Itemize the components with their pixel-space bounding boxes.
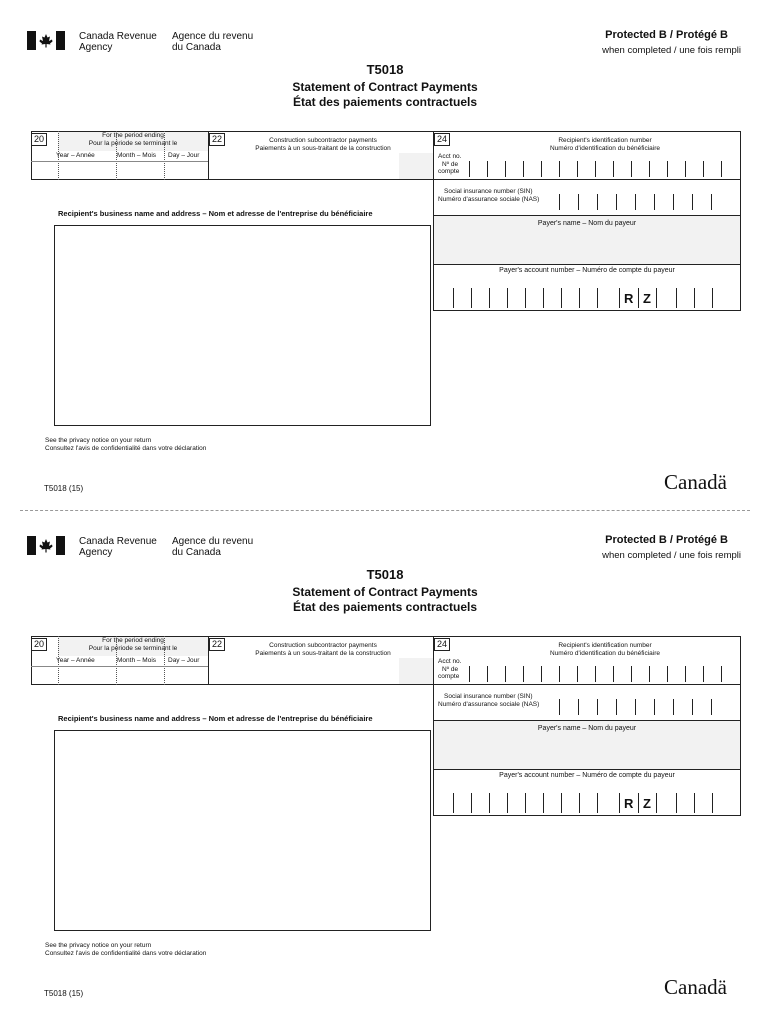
construction-en: Construction subcontractor payments <box>269 137 377 144</box>
divider <box>692 194 693 210</box>
canada-wordmark: Canadä <box>664 470 727 494</box>
divider <box>523 161 524 177</box>
divider <box>676 793 677 813</box>
divider <box>597 699 598 715</box>
box-24-tag: 24 <box>434 133 450 146</box>
divider <box>635 194 636 210</box>
divider <box>116 636 117 685</box>
divider <box>685 161 686 177</box>
payer-name-label: Payer's name – Nom du payeur <box>537 220 637 227</box>
privacy-fr: Consultez l'avis de confidentialité dans votre déclaration <box>45 444 207 452</box>
form-code: T5018 <box>366 62 404 77</box>
divider <box>487 161 488 177</box>
divider <box>692 699 693 715</box>
construction-cents-shade <box>399 153 433 179</box>
divider <box>656 288 657 308</box>
divider <box>507 288 508 308</box>
divider <box>654 699 655 715</box>
acct-no-input[interactable] <box>470 160 738 178</box>
agency-name-en <box>79 536 157 558</box>
divider <box>525 793 526 813</box>
divider <box>638 288 639 308</box>
period-label <box>58 132 208 147</box>
acct-line1: Acct no. <box>438 153 462 160</box>
divider <box>469 666 470 682</box>
payer-account-input[interactable] <box>436 286 738 308</box>
year-input[interactable] <box>56 670 106 684</box>
divider <box>507 793 508 813</box>
box-20-tag: 20 <box>31 133 47 146</box>
divider <box>667 161 668 177</box>
construction-amount-input[interactable] <box>220 156 396 178</box>
divider <box>638 793 639 813</box>
recipient-id-en: Recipient's identification number <box>558 642 652 649</box>
divider <box>711 699 712 715</box>
divider <box>31 161 208 162</box>
privacy-en: See the privacy notice on your return <box>45 942 152 949</box>
rz-letter-r: R <box>624 291 634 306</box>
divider <box>595 666 596 682</box>
recipient-name-label: Recipient's business name and address – Nom et adresse de l'entreprise du bénéficiaire <box>58 714 373 723</box>
divider <box>561 793 562 813</box>
divider <box>489 793 490 813</box>
divider <box>164 636 165 685</box>
divider <box>579 793 580 813</box>
day-input[interactable] <box>166 670 206 684</box>
agency-fr-line1: Agence du revenu <box>172 536 254 547</box>
agency-en-line2: Agency <box>79 42 113 53</box>
month-input[interactable] <box>118 670 162 684</box>
divider <box>559 666 560 682</box>
divider <box>559 699 560 715</box>
slip-top <box>0 0 770 505</box>
divider <box>667 666 668 682</box>
divider <box>711 194 712 210</box>
divider <box>578 194 579 210</box>
slip-bottom <box>0 505 770 1010</box>
privacy-notice <box>45 942 206 957</box>
divider <box>685 666 686 682</box>
divider <box>703 666 704 682</box>
divider <box>471 288 472 308</box>
divider <box>577 666 578 682</box>
divider <box>543 288 544 308</box>
sin-fr: Numéro d'assurance sociale (NAS) <box>438 195 540 203</box>
divider <box>487 666 488 682</box>
sin-label <box>438 188 539 203</box>
day-input[interactable] <box>166 165 206 179</box>
sin-label <box>438 693 539 708</box>
payer-account-label: Payer's account number – Numéro de compte du payeur <box>499 772 675 779</box>
divider <box>541 666 542 682</box>
agency-en-line2: Agency <box>79 547 113 558</box>
divider <box>577 161 578 177</box>
acct-line1: Acct no. <box>438 658 462 665</box>
divider <box>579 288 580 308</box>
year-label: Year – Année <box>56 657 95 664</box>
payer-account-label: Payer's account number – Numéro de compte du payeur <box>499 267 675 274</box>
box-24-tag: 24 <box>434 638 450 651</box>
sin-en: Social insurance number (SIN) <box>444 188 533 195</box>
period-en: For the period ending <box>102 132 164 139</box>
form-title-en: Statement of Contract Payments <box>292 80 478 94</box>
divider <box>469 161 470 177</box>
divider <box>578 699 579 715</box>
divider <box>616 194 617 210</box>
protected-label: Protected B / Protégé B <box>605 29 728 41</box>
month-label: Month – Mois <box>117 152 157 159</box>
acct-no-label <box>438 153 468 176</box>
agency-name-fr <box>172 31 253 53</box>
period-fr: Pour la période se terminant le <box>88 644 178 652</box>
recipient-id-fr: Numéro d'identification du bénéficiaire <box>550 144 660 152</box>
construction-fr: Paiements à un sous-traitant de la construction <box>255 649 391 657</box>
form-title-block <box>230 62 540 110</box>
divider <box>525 288 526 308</box>
agency-fr-line1: Agence du revenu <box>172 31 254 42</box>
divider <box>694 288 695 308</box>
divider <box>559 161 560 177</box>
divider <box>541 161 542 177</box>
sin-fr: Numéro d'assurance sociale (NAS) <box>438 700 540 708</box>
divider <box>164 131 165 180</box>
box-22-tag: 22 <box>209 133 225 146</box>
agency-fr-line2: du Canada <box>172 42 221 53</box>
divider <box>673 194 674 210</box>
canada-wordmark: Canadä <box>664 975 727 999</box>
box-22-tag: 22 <box>209 638 225 651</box>
recipient-id-label <box>470 137 740 152</box>
divider <box>649 161 650 177</box>
year-input[interactable] <box>56 165 106 179</box>
divider <box>505 161 506 177</box>
day-label: Day – Jour <box>168 152 200 159</box>
construction-fr: Paiements à un sous-traitant de la construction <box>255 144 391 152</box>
construction-cents-shade <box>399 658 433 684</box>
divider <box>561 288 562 308</box>
when-completed-label: when completed / une fois rempli <box>602 45 741 56</box>
agency-name-en <box>79 31 157 53</box>
payer-name-label: Payer's name – Nom du payeur <box>537 725 637 732</box>
acct-no-label <box>438 658 468 681</box>
period-en: For the period ending <box>102 637 164 644</box>
recipient-name-address-input[interactable] <box>54 730 431 931</box>
privacy-en: See the privacy notice on your return <box>45 437 152 444</box>
year-label: Year – Année <box>56 152 95 159</box>
recipient-name-label: Recipient's business name and address – Nom et adresse de l'entreprise du bénéficiaire <box>58 209 373 218</box>
agency-fr-line2: du Canada <box>172 547 221 558</box>
divider <box>635 699 636 715</box>
acct-line3: compte <box>438 673 460 680</box>
recipient-name-address-input[interactable] <box>54 225 431 426</box>
privacy-notice <box>45 437 206 452</box>
agency-en-line1: Canada Revenue <box>79 31 157 42</box>
form-title-block <box>230 567 540 615</box>
canada-flag-icon <box>27 536 65 555</box>
divider <box>619 288 620 308</box>
agency-name-fr <box>172 536 253 558</box>
when-completed-label: when completed / une fois rempli <box>602 550 741 561</box>
period-fr: Pour la période se terminant le <box>88 139 178 147</box>
divider <box>613 161 614 177</box>
divider <box>631 161 632 177</box>
divider <box>31 666 208 667</box>
acct-line2: Nº de <box>442 160 459 168</box>
divider <box>116 131 117 180</box>
divider <box>721 161 722 177</box>
divider <box>453 288 454 308</box>
month-input[interactable] <box>118 165 162 179</box>
divider <box>489 288 490 308</box>
canada-flag-icon <box>27 31 65 50</box>
recipient-id-label <box>470 642 740 657</box>
box-20-tag: 20 <box>31 638 47 651</box>
construction-label <box>228 137 418 152</box>
divider <box>616 699 617 715</box>
construction-amount-input[interactable] <box>220 661 396 683</box>
divider <box>721 666 722 682</box>
form-id: T5018 (15) <box>44 484 84 493</box>
payer-account-input[interactable] <box>436 791 738 813</box>
divider <box>703 161 704 177</box>
divider <box>453 793 454 813</box>
divider <box>471 793 472 813</box>
recipient-id-fr: Numéro d'identification du bénéficiaire <box>550 649 660 657</box>
divider <box>619 793 620 813</box>
divider <box>656 793 657 813</box>
acct-line3: compte <box>438 168 460 175</box>
divider <box>505 666 506 682</box>
divider <box>595 161 596 177</box>
month-label: Month – Mois <box>117 657 157 664</box>
period-label <box>58 637 208 652</box>
divider <box>613 666 614 682</box>
rz-letter-z: Z <box>643 796 651 811</box>
recipient-id-en: Recipient's identification number <box>558 137 652 144</box>
privacy-fr: Consultez l'avis de confidentialité dans votre déclaration <box>45 949 207 957</box>
divider <box>712 793 713 813</box>
divider <box>631 666 632 682</box>
sin-en: Social insurance number (SIN) <box>444 693 533 700</box>
divider <box>597 793 598 813</box>
rz-letter-r: R <box>624 796 634 811</box>
divider <box>694 793 695 813</box>
acct-no-input[interactable] <box>470 665 738 683</box>
divider <box>676 288 677 308</box>
divider <box>543 793 544 813</box>
divider <box>654 194 655 210</box>
divider <box>597 194 598 210</box>
rz-letter-z: Z <box>643 291 651 306</box>
agency-en-line1: Canada Revenue <box>79 536 157 547</box>
construction-en: Construction subcontractor payments <box>269 642 377 649</box>
day-label: Day – Jour <box>168 657 200 664</box>
protected-label: Protected B / Protégé B <box>605 534 728 546</box>
divider <box>649 666 650 682</box>
acct-line2: Nº de <box>442 665 459 673</box>
form-code: T5018 <box>366 567 404 582</box>
divider <box>559 194 560 210</box>
form-title-en: Statement of Contract Payments <box>292 585 478 599</box>
divider <box>712 288 713 308</box>
form-title-fr: État des paiements contractuels <box>292 95 478 109</box>
form-title-fr: État des paiements contractuels <box>292 600 478 614</box>
construction-label <box>228 642 418 657</box>
divider <box>523 666 524 682</box>
divider <box>673 699 674 715</box>
divider <box>597 288 598 308</box>
form-id: T5018 (15) <box>44 989 84 998</box>
